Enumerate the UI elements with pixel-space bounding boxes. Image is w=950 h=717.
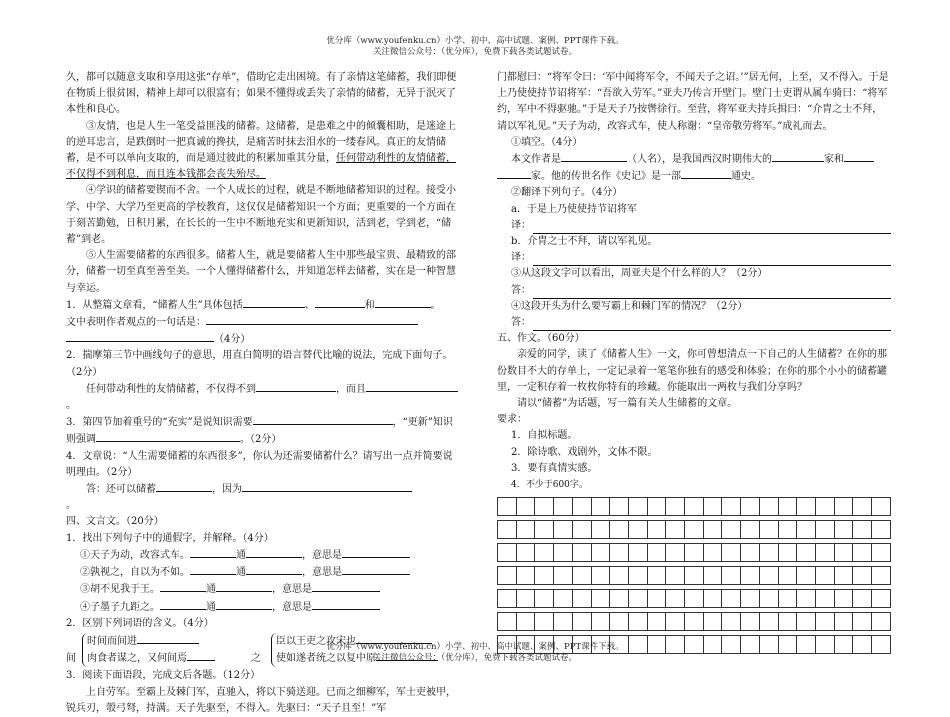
grid-cell[interactable] xyxy=(591,590,610,608)
answer-blank[interactable] xyxy=(561,151,627,162)
grid-cell[interactable] xyxy=(685,544,704,562)
fill-in-line-2 xyxy=(497,168,891,185)
tongjia-meaning: ，意思是 xyxy=(272,601,312,613)
question-1-quote-text: 文中表明作者观点的一句话是： xyxy=(66,317,206,329)
header-line-1: 优分库（www.youfenku.cn）小学、初中、高中试题、案例、PPT课件下载。 xyxy=(326,36,624,46)
paragraph-friendship xyxy=(66,119,458,184)
question-3-text-2: ，“更新”知识则强调 xyxy=(66,417,453,446)
grid-cell[interactable] xyxy=(516,567,535,585)
brace-item-text: 肉食者谋之，又何间焉 xyxy=(87,653,187,665)
answer-blank[interactable] xyxy=(366,381,458,392)
grid-cell[interactable] xyxy=(572,521,591,539)
grid-cell[interactable] xyxy=(778,498,797,516)
tongjia-tong: 通 xyxy=(236,567,246,579)
grid-cell[interactable] xyxy=(741,590,760,608)
grid-cell[interactable] xyxy=(815,590,834,608)
grid-cell[interactable] xyxy=(797,567,816,585)
grid-cell[interactable] xyxy=(572,613,591,631)
tongjia-sentence: ①天子为动，改容式车。 xyxy=(80,549,190,561)
answer-blank[interactable] xyxy=(216,599,272,610)
grid-cell[interactable] xyxy=(666,498,685,516)
grid-cell[interactable] xyxy=(703,544,722,562)
answer-blank[interactable] xyxy=(253,414,393,425)
grid-cell[interactable] xyxy=(498,613,517,631)
grid-cell[interactable] xyxy=(535,590,554,608)
grid-cell[interactable] xyxy=(853,544,872,562)
brace-item-text: 臣以王吏之攻宋也 xyxy=(276,635,356,647)
grid-row xyxy=(498,521,891,539)
grid-cell[interactable] xyxy=(666,613,685,631)
grid-cell[interactable] xyxy=(591,544,610,562)
grid-cell[interactable] xyxy=(853,498,872,516)
grid-cell[interactable] xyxy=(685,521,704,539)
grid-cell[interactable] xyxy=(535,544,554,562)
brace-label-jian: 间 xyxy=(66,653,76,665)
grid-cell[interactable] xyxy=(722,613,741,631)
grid-cell[interactable] xyxy=(610,590,629,608)
grid-cell[interactable] xyxy=(741,567,760,585)
grid-cell[interactable] xyxy=(815,567,834,585)
answer-blank[interactable] xyxy=(246,564,302,575)
page-footer xyxy=(0,642,950,664)
question-1-score: （4分） xyxy=(214,334,251,346)
grid-cell[interactable] xyxy=(703,590,722,608)
grid-cell[interactable] xyxy=(610,521,629,539)
left-column xyxy=(66,70,458,717)
question-3 xyxy=(66,414,458,448)
tongjia-item xyxy=(66,599,458,616)
requirements-label: 要求： xyxy=(497,414,527,426)
question-2-sentence xyxy=(66,381,458,398)
fill-text: 本文作者是 xyxy=(511,154,561,166)
answer-blank[interactable] xyxy=(246,547,302,558)
essay-prompt: 亲爱的同学，读了《储蓄人生》一文，你可曾想清点一下自己的人生储蓄？在你的那份数目不大的存单上，一定记录着一笔笔你独有的感受和体验；在你的那个小小的储蓄罐里，一定积存着一枚枚你特有的珍藏。你能取出一两枚与我们分享吗？ xyxy=(497,349,887,393)
grid-cell[interactable] xyxy=(815,498,834,516)
grid-cell[interactable] xyxy=(872,613,891,631)
grid-cell[interactable] xyxy=(498,567,517,585)
grid-cell[interactable] xyxy=(815,613,834,631)
grid-cell[interactable] xyxy=(516,544,535,562)
grid-cell[interactable] xyxy=(741,521,760,539)
tongjia-meaning: ，意思是 xyxy=(302,549,342,561)
sub-q4: ④这段开头为什么要写霸上和棘门军的情况？（2分） xyxy=(511,300,748,312)
grid-cell[interactable] xyxy=(685,590,704,608)
grid-cell[interactable] xyxy=(516,590,535,608)
grid-cell[interactable] xyxy=(554,613,573,631)
right-column xyxy=(497,70,891,654)
grid-cell[interactable] xyxy=(554,521,573,539)
answer-blank[interactable] xyxy=(216,581,272,592)
tongjia-meaning: ，意思是 xyxy=(272,584,312,596)
tongjia-sentence: ④子墨子九距之。 xyxy=(80,601,160,613)
grid-cell[interactable] xyxy=(535,567,554,585)
paragraph-life: ⑤人生需要储蓄的东西很多。储蓄人生，就是要储蓄人生中那些最宝贵、最精致的部分，储蓄一切至真至善至美。一个人懂得储蓄什么，并知道怎样去储蓄，实在是一种智慧与幸运。 xyxy=(66,250,456,294)
answer-blank[interactable] xyxy=(206,314,418,325)
footer-line-2: 关注微信公众号：（优分库），免费下载各类试题试卷。 xyxy=(372,653,577,663)
grid-cell[interactable] xyxy=(572,544,591,562)
answer-blank[interactable] xyxy=(681,168,731,179)
grid-cell[interactable] xyxy=(685,613,704,631)
footer-line-1: 优分库（www.youfenku.cn）小学、初中、高中试题、案例、PPT课件下载。 xyxy=(326,642,624,652)
grid-cell[interactable] xyxy=(554,498,573,516)
grid-cell[interactable] xyxy=(741,544,760,562)
question-4-answer xyxy=(66,481,458,498)
grid-cell[interactable] xyxy=(703,613,722,631)
grid-cell[interactable] xyxy=(872,590,891,608)
grid-cell[interactable] xyxy=(516,613,535,631)
grid-cell[interactable] xyxy=(647,613,666,631)
requirement-item: 3．要有真情实感。 xyxy=(511,462,598,474)
grid-row xyxy=(498,544,891,562)
grid-cell[interactable] xyxy=(853,567,872,585)
paragraph-friendship-text: ③友情，也是人生一笔受益匪浅的储蓄。这储蓄，是患难之中的倾囊相助，是迷途上的逆耳忠言，是跌倒时一把真诚的搀扶，是痛苦时抹去泪水的一缕春风。真正的友情储蓄，是不可以单向支取的，而是通过彼此的积累加重其分量， xyxy=(66,120,456,165)
classical-passage: 上自劳军。至霸上及棘门军，直驰入，将以下骑送迎。已而之细柳军，军士吏被甲，锐兵刃，彀弓弩，持满。天子先驱至，不得入。先驱曰：“天子且至！”军 xyxy=(66,686,456,714)
grid-row xyxy=(498,590,891,608)
question-4: 4．文章说：“人生需要储蓄的东西很多”，你认为还需要储蓄什么？请写出一点并简要说明理由。（2分） xyxy=(66,450,453,478)
brace-item-text: 时间而间进 xyxy=(87,635,137,647)
answer-blank[interactable] xyxy=(312,581,380,592)
grid-cell[interactable] xyxy=(572,498,591,516)
fill-in-line xyxy=(497,151,891,168)
answer-blank[interactable] xyxy=(190,564,236,575)
brace-item-text: 使如遂者统之以复中原 xyxy=(276,653,376,665)
section-4-title: 四、文言文。（20分） xyxy=(66,516,164,528)
classical-q2: 2．区别下列词语的含义。（4分） xyxy=(66,617,214,629)
grid-cell[interactable] xyxy=(872,498,891,516)
grid-cell[interactable] xyxy=(741,613,760,631)
answer-blank[interactable] xyxy=(156,481,212,492)
grid-cell[interactable] xyxy=(778,544,797,562)
grid-cell[interactable] xyxy=(703,521,722,539)
question-1 xyxy=(66,297,458,314)
grid-cell[interactable] xyxy=(759,613,778,631)
grid-cell[interactable] xyxy=(647,567,666,585)
grid-cell[interactable] xyxy=(834,613,853,631)
grid-cell[interactable] xyxy=(628,544,647,562)
grid-cell[interactable] xyxy=(797,590,816,608)
grid-cell[interactable] xyxy=(591,613,610,631)
grid-cell[interactable] xyxy=(498,590,517,608)
grid-cell[interactable] xyxy=(628,498,647,516)
grid-cell[interactable] xyxy=(797,521,816,539)
question-3-text: 3．第四节加着重号的“充实”是说知识需要 xyxy=(66,417,253,429)
requirement-item: 4．不少于600字。 xyxy=(511,480,588,491)
grid-cell[interactable] xyxy=(722,567,741,585)
tongjia-sentence: ③胡不见我于王。 xyxy=(80,584,160,596)
grid-cell[interactable] xyxy=(853,521,872,539)
question-1-end: 。 xyxy=(430,299,441,311)
grid-cell[interactable] xyxy=(610,567,629,585)
grid-cell[interactable] xyxy=(778,613,797,631)
grid-cell[interactable] xyxy=(834,498,853,516)
question-4-answer-text: 答：还可以储蓄 xyxy=(86,484,156,496)
underlined-sentence: 任何带动利性的友情储蓄，不仅得不到利息，而且连本钱都会丧失殆尽。 xyxy=(66,153,456,181)
grid-cell[interactable] xyxy=(628,590,647,608)
grid-row xyxy=(498,567,891,585)
grid-cell[interactable] xyxy=(572,567,591,585)
grid-cell[interactable] xyxy=(554,590,573,608)
question-4-end: 。 xyxy=(66,500,76,512)
question-2: 2．揣摩第三节中画线句子的意思，用直白简明的语言替代比喻的说法，完成下面句子。（2分） xyxy=(66,350,453,378)
essay-writing-grid[interactable] xyxy=(497,497,891,654)
grid-cell[interactable] xyxy=(610,613,629,631)
grid-cell[interactable] xyxy=(628,613,647,631)
grid-cell[interactable] xyxy=(834,590,853,608)
grid-cell[interactable] xyxy=(703,567,722,585)
grid-cell[interactable] xyxy=(853,590,872,608)
yi-label: 译： xyxy=(511,252,531,264)
grid-cell[interactable] xyxy=(722,544,741,562)
grid-cell[interactable] xyxy=(666,544,685,562)
question-1-text: 1．从整篇文章看，“储蓄人生”具体包括 xyxy=(66,299,243,311)
answer-line[interactable] xyxy=(533,319,891,331)
grid-cell[interactable] xyxy=(722,498,741,516)
answer-line[interactable] xyxy=(533,254,891,266)
grid-cell[interactable] xyxy=(535,521,554,539)
grid-cell[interactable] xyxy=(498,544,517,562)
grid-cell[interactable] xyxy=(797,498,816,516)
essay-topic: 请以“储蓄”为话题，写一篇有关人生储蓄的文章。 xyxy=(517,398,738,410)
grid-cell[interactable] xyxy=(834,544,853,562)
grid-cell[interactable] xyxy=(647,590,666,608)
answer-blank[interactable] xyxy=(375,297,431,308)
answer-blank[interactable] xyxy=(190,547,236,558)
sub-q1: ①填空。（4分） xyxy=(511,136,583,148)
fill-text-3: 家和 xyxy=(824,154,844,166)
sub-q4-answer xyxy=(497,315,891,331)
fill-text-5: 通史。 xyxy=(731,171,761,183)
grid-cell[interactable] xyxy=(778,521,797,539)
answer-blank[interactable] xyxy=(160,581,206,592)
requirement-item: 1．自拟标题。 xyxy=(511,430,578,442)
brace-label-zhi: 之 xyxy=(251,653,261,665)
answer-blank[interactable] xyxy=(242,481,412,492)
grid-cell[interactable] xyxy=(535,613,554,631)
grid-cell[interactable] xyxy=(759,544,778,562)
tongjia-item xyxy=(66,581,458,598)
tongjia-item xyxy=(66,564,458,581)
classical-q3: 3．阅读下面语段，完成文后各题。（12分） xyxy=(66,670,261,682)
grid-cell[interactable] xyxy=(554,567,573,585)
question-2-sentence-text: 任何带动利性的友情储蓄，不仅得不到 xyxy=(86,383,256,395)
translate-a-answer xyxy=(497,218,891,234)
question-4-because: ，因为 xyxy=(212,484,242,496)
question-1-score-line xyxy=(66,331,458,348)
question-1-and: 和 xyxy=(364,299,375,311)
grid-cell[interactable] xyxy=(872,567,891,585)
translate-a: a．于是上乃使使持节诏将军 xyxy=(511,203,637,215)
grid-cell[interactable] xyxy=(666,590,685,608)
paragraph-1: 久，都可以随意支取和享用这张“存单”，借助它走出困境。有了亲情这笔储蓄，我们即便在物质上很贫困，精神上却可以很富有；如果不懂得或丢失了亲情的储蓄，无异于泯灭了本性和良心。 xyxy=(66,72,457,116)
answer-line[interactable] xyxy=(533,287,891,299)
grid-cell[interactable] xyxy=(834,521,853,539)
answer-blank[interactable] xyxy=(312,599,380,610)
grid-cell[interactable] xyxy=(516,498,535,516)
grid-cell[interactable] xyxy=(628,521,647,539)
grid-cell[interactable] xyxy=(815,521,834,539)
tongjia-tong: 通 xyxy=(206,601,216,613)
answer-blank[interactable] xyxy=(243,297,305,308)
tongjia-meaning: ，意思是 xyxy=(302,567,342,579)
grid-cell[interactable] xyxy=(554,544,573,562)
question-1-quote xyxy=(66,314,458,331)
grid-cell[interactable] xyxy=(759,567,778,585)
grid-cell[interactable] xyxy=(516,521,535,539)
grid-cell[interactable] xyxy=(610,498,629,516)
grid-cell[interactable] xyxy=(759,590,778,608)
tongjia-sentence: ②孰视之，自以为不如。 xyxy=(80,567,190,579)
sub-q2: ②翻译下列句子。（4分） xyxy=(511,187,623,199)
sub-q3-answer xyxy=(497,283,891,299)
question-1-sep: 、 xyxy=(304,299,315,311)
grid-cell[interactable] xyxy=(572,590,591,608)
question-3-score: 。（2分） xyxy=(240,434,282,446)
fill-text-2: （人名），是我国西汉时期伟大的 xyxy=(627,154,772,166)
section-5-title: 五、作文。（60分） xyxy=(497,333,585,345)
question-2-end: 。 xyxy=(66,400,76,412)
grid-cell[interactable] xyxy=(778,590,797,608)
grid-row xyxy=(498,613,891,631)
answer-blank[interactable] xyxy=(844,151,874,162)
yi-label: 译： xyxy=(511,219,531,231)
grid-cell[interactable] xyxy=(498,498,517,516)
grid-cell[interactable] xyxy=(872,544,891,562)
grid-cell[interactable] xyxy=(535,498,554,516)
grid-cell[interactable] xyxy=(685,498,704,516)
grid-cell[interactable] xyxy=(853,613,872,631)
question-2-sentence-mid: ，而且 xyxy=(336,383,366,395)
grid-cell[interactable] xyxy=(759,521,778,539)
sub-q3: ③从这段文字可以看出，周亚夫是个什么样的人？（2分） xyxy=(511,268,768,280)
classical-q1: 1．找出下列句子中的通假字，并解释。（4分） xyxy=(66,532,274,544)
grid-cell[interactable] xyxy=(797,613,816,631)
grid-cell[interactable] xyxy=(703,498,722,516)
da-label: 答： xyxy=(511,284,531,296)
da-label: 答： xyxy=(511,317,531,329)
paragraph-knowledge: ④学识的储蓄要锲而不舍。一个人成长的过程，就是不断地储蓄知识的过程。接受小学、中学、大学乃至更高的学校教育，这仅仅是储蓄知识一个方面；更重要的一个方面在于刻苦勤勉，日积月累，在长长的一生中不断地充实和更新知识，活到老，学到老，“储蓄”到老。 xyxy=(66,185,456,246)
grid-cell[interactable] xyxy=(647,498,666,516)
header-line-2: 关注微信公众号：（优分库），免费下载各类试题试卷。 xyxy=(372,47,577,57)
grid-cell[interactable] xyxy=(591,521,610,539)
tongjia-tong: 通 xyxy=(236,549,246,561)
grid-cell[interactable] xyxy=(778,567,797,585)
answer-blank[interactable] xyxy=(772,151,824,162)
fill-text-4: 家。他的传世名作《史记》是一部 xyxy=(531,171,681,183)
classical-passage-cont: 门都慰曰：“将军令曰：‘军中闻将军令，不闻天子之诏。’”居无何，上至，又不得入。于是上乃使使持节诏将军：“吾欲入劳军。”亚夫乃传言开壁门。壁门士吏谓从属车骑曰：“将军约，军中不得驱驰。”于是天子乃按辔徐行。至营，将军亚夫持兵揖曰：“介胄之士不拜，请以军礼见。”天子为动，改容式车，使人称谢：“皇帝敬劳将军。”成礼而去。 xyxy=(497,72,889,132)
tongjia-tong: 通 xyxy=(206,584,216,596)
grid-row xyxy=(498,498,891,516)
answer-blank[interactable] xyxy=(96,431,240,442)
answer-blank[interactable] xyxy=(342,564,410,575)
grid-cell[interactable] xyxy=(666,521,685,539)
grid-cell[interactable] xyxy=(722,590,741,608)
answer-blank[interactable] xyxy=(66,331,214,342)
answer-blank[interactable] xyxy=(256,381,336,392)
translate-b-answer xyxy=(497,250,891,266)
grid-cell[interactable] xyxy=(591,498,610,516)
grid-cell[interactable] xyxy=(647,521,666,539)
grid-cell[interactable] xyxy=(498,521,517,539)
tongjia-item xyxy=(66,547,458,564)
grid-cell[interactable] xyxy=(797,544,816,562)
grid-cell[interactable] xyxy=(647,544,666,562)
translate-b: b．介胄之士不拜，请以军礼见。 xyxy=(511,236,658,248)
grid-cell[interactable] xyxy=(628,567,647,585)
grid-cell[interactable] xyxy=(610,544,629,562)
answer-blank[interactable] xyxy=(160,599,206,610)
grid-cell[interactable] xyxy=(722,521,741,539)
page-header xyxy=(0,36,950,58)
answer-blank[interactable] xyxy=(342,547,410,558)
answer-blank[interactable] xyxy=(497,168,531,179)
grid-cell[interactable] xyxy=(872,521,891,539)
answer-line[interactable] xyxy=(533,222,891,234)
grid-cell[interactable] xyxy=(834,567,853,585)
grid-cell[interactable] xyxy=(759,498,778,516)
grid-cell[interactable] xyxy=(591,567,610,585)
answer-blank[interactable] xyxy=(315,297,365,308)
grid-cell[interactable] xyxy=(741,498,760,516)
grid-cell[interactable] xyxy=(815,544,834,562)
grid-cell[interactable] xyxy=(685,567,704,585)
requirement-item: 2．除诗歌、戏剧外，文体不限。 xyxy=(511,446,658,458)
grid-cell[interactable] xyxy=(666,567,685,585)
